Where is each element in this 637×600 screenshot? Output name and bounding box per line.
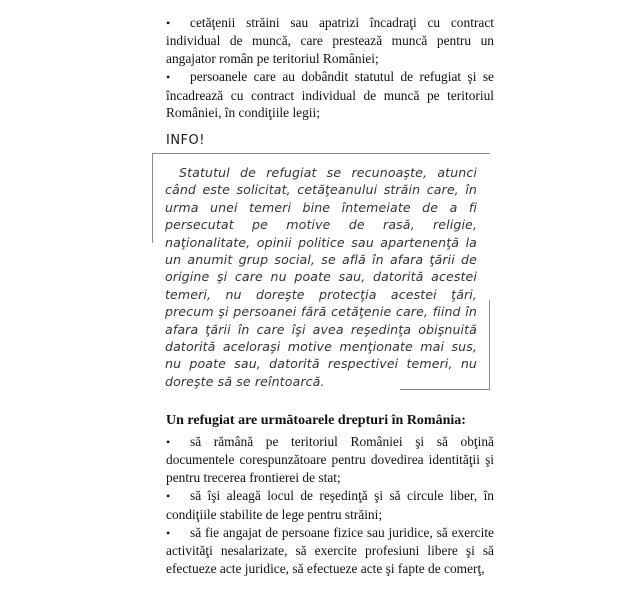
list-item — [166, 433, 494, 486]
info-box-text: Statutul de refugiat se recunoaşte, atunci când este solicitat, cetăţeanului străin care, în urma unei temeri bine întemeiate de a fi persecutat pe motive de rasă, religie, naţionalitate, opinii politice sau apartenenţă la un anumit grup social, se află în afara ţării de origine şi care nu poate sau, datorită acestei temeri, nu doreşte protecţia acestei ţări, precum şi persoanei fără cetăţenie care, fiind în afara ţării în care îşi avea reşedinţa obişnuită datorită aceloraşi motive menţionate mai sus, nu poate sau, datorită respectivei temeri, nu doreşte să se reîntoarcă. — [165, 165, 477, 389]
info-label: INFO! — [166, 133, 205, 148]
info-frame-right-border — [489, 300, 490, 390]
list-item — [166, 14, 494, 67]
list-item-text: să îşi aleagă locul de reşedinţă şi să circule liber, în condiţiile stabilite de lege pentru străini; — [166, 488, 494, 522]
rights-heading: Un refugiat are următoarele drepturi în România: — [166, 413, 466, 428]
bullet-marker: • — [166, 489, 171, 504]
info-frame-left-border — [152, 153, 153, 243]
bullet-list-top — [166, 14, 494, 121]
bullet-marker: • — [166, 435, 171, 449]
bullet-marker: • — [166, 70, 171, 85]
list-item — [166, 487, 494, 523]
bullet-marker: • — [166, 526, 171, 541]
list-item-text: să fie angajat de persoane fizice sau juridice, să exercite activităţi nesalarizate, să exercite profesiuni libere şi să efectueze acte juridice, să efectueze acte şi fapte de comerţ, — [166, 525, 494, 576]
list-item-text: să rămână pe teritoriul României şi să obţină documentele corespunzătoare pentru dovedirea identităţii şi pentru trecerea frontierei de stat; — [166, 434, 494, 485]
rights-list — [166, 433, 494, 577]
info-frame-top-border — [152, 153, 490, 154]
list-item — [166, 68, 494, 121]
list-item-text: cetăţenii străini sau apatrizi încadraţi cu contract individual de muncă, care prestează muncă pentru un angajator român pe teritoriul României; — [166, 15, 494, 66]
bullet-marker: • — [166, 16, 171, 30]
list-item-text: persoanele care au dobândit statutul de refugiat şi se încadrează cu contract individual de muncă pe teritoriul României, în condiţiile legii; — [166, 69, 494, 121]
list-item — [166, 524, 494, 577]
